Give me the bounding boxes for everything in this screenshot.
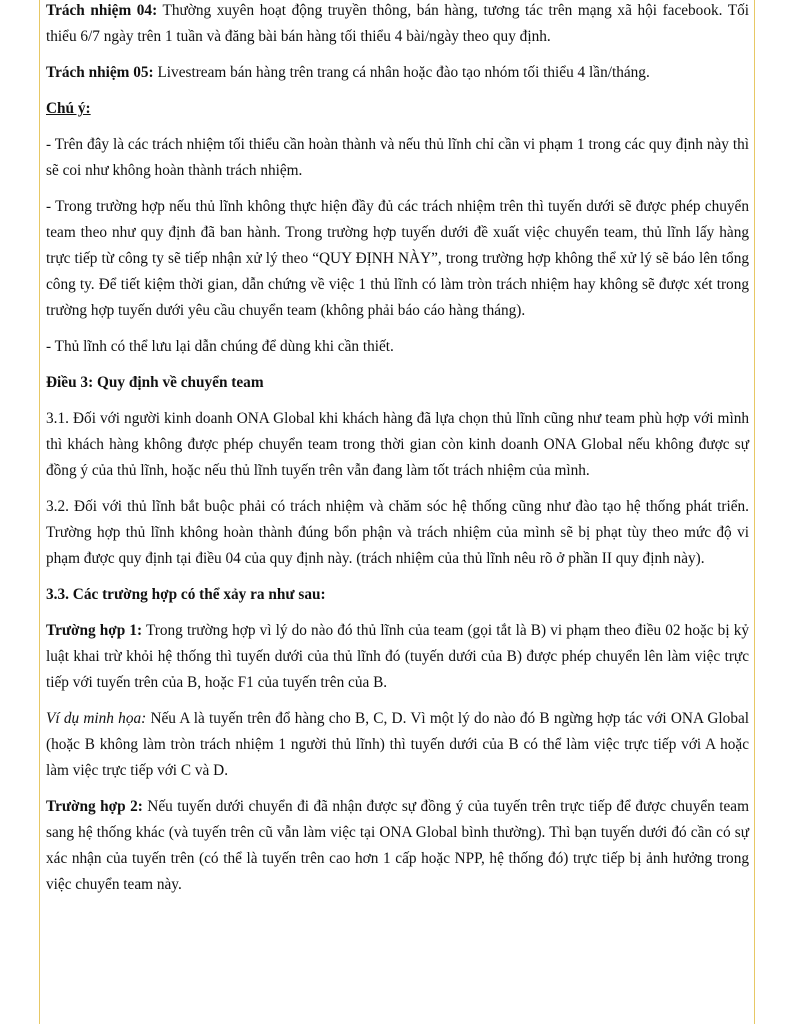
page-border-right [754, 0, 755, 1024]
example-text: Nếu A là tuyến trên đổ hàng cho B, C, D. Vì một lý do nào đó B ngừng hợp tác với ONA Global (hoặc B không làm tròn trách nhiệm 1 người thủ lĩnh) thì tuyến dưới của B có thể làm việc trực tiếp với A hoặc làm việc trực tiếp với C và D. [46, 710, 750, 779]
document-body [46, 0, 749, 908]
section-3-3-title: 3.3. Các trường hợp có thể xảy ra như sau: [46, 586, 326, 603]
responsibility-5 [46, 60, 749, 86]
case-2-text: Nếu tuyến dưới chuyển đi đã nhận được sự đồng ý của tuyến trên trực tiếp để được chuyển team sang hệ thống khác (và tuyến trên cũ vẫn làm việc tại ONA Global bình thường). Thì bạn tuyến dưới đó cần có sự xác nhận của tuyến trên (có thể là tuyến trên cao hơn 1 cấp hoặc NPP, hệ thống đó) trực tiếp bị ảnh hưởng trong việc chuyển team này. [46, 798, 749, 893]
responsibility-4-label: Trách nhiệm 04: [46, 2, 158, 19]
case-1 [46, 618, 749, 696]
note-title: Chú ý: [46, 100, 91, 117]
note-paragraph-2: - Trong trường hợp nếu thủ lĩnh không thực hiện đầy đủ các trách nhiệm trên thì tuyến dưới sẽ được phép chuyển team theo như quy định đã ban hành. Trong trường hợp tuyến dưới đề xuất việc chuyển team, thủ lĩnh lấy hàng trực tiếp từ công ty sẽ tiếp nhận xử lý theo “QUY ĐỊNH NÀY”, trong trường hợp không thể xử lý sẽ báo lên tổng công ty. Để tiết kiệm thời gian, dẫn chứng về việc 1 thủ lĩnh có làm tròn trách nhiệm hay không sẽ được xét trong trường hợp tuyến dưới yêu cầu chuyển team (không phải báo cáo hàng tháng). [46, 198, 749, 319]
page-border-left [39, 0, 40, 1024]
case-2 [46, 794, 749, 898]
responsibility-4 [46, 0, 749, 50]
article-3-title: Điều 3: Quy định về chuyển team [46, 374, 264, 391]
example [46, 706, 749, 784]
case-1-text: Trong trường hợp vì lý do nào đó thủ lĩnh của team (gọi tắt là B) vi phạm theo điều 02 hoặc bị kỷ luật khai trừ khỏi hệ thống thì tuyến dưới của thủ lĩnh đó (tuyến dưới của B) được phép chuyển lên làm việc trực tiếp với tuyến trên của B, hoặc F1 của tuyến trên của B. [46, 622, 749, 691]
responsibility-5-label: Trách nhiệm 05: [46, 64, 154, 81]
note-paragraph-1: - Trên đây là các trách nhiệm tối thiểu cần hoàn thành và nếu thủ lĩnh chỉ cần vi phạm 1 trong các quy định này thì sẽ coi như không hoàn thành trách nhiệm. [46, 136, 749, 179]
section-3-2: 3.2. Đối với thủ lĩnh bắt buộc phải có trách nhiệm và chăm sóc hệ thống cũng như đào tạo hệ thống phát triển. Trường hợp thủ lĩnh không hoàn thành đúng bổn phận và trách nhiệm của mình sẽ bị phạt tùy theo mức độ vi phạm được quy định tại điều 04 của quy định này. (trách nhiệm của thủ lĩnh nêu rõ ở phần II quy định này). [46, 498, 749, 567]
responsibility-5-text: Livestream bán hàng trên trang cá nhân hoặc đào tạo nhóm tối thiểu 4 lần/tháng. [153, 64, 650, 81]
responsibility-4-text: Thường xuyên hoạt động truyền thông, bán hàng, tương tác trên mạng xã hội facebook. Tối thiểu 6/7 ngày trên 1 tuần và đăng bài bán hàng tối thiểu 4 bài/ngày theo quy định. [46, 2, 750, 45]
example-label: Ví dụ minh họa: [46, 710, 147, 727]
section-3-1: 3.1. Đối với người kinh doanh ONA Global khi khách hàng đã lựa chọn thủ lĩnh cũng như team phù hợp với mình thì khách hàng không được phép chuyển team trong thời gian còn kinh doanh ONA Global nếu không được sự đồng ý của thủ lĩnh, hoặc nếu thủ lĩnh tuyến trên vẫn đang làm tốt trách nhiệm của mình. [46, 410, 749, 479]
note-paragraph-3: - Thủ lĩnh có thể lưu lại dẫn chúng để dùng khi cần thiết. [46, 338, 394, 355]
case-1-label: Trường hợp 1: [46, 622, 143, 639]
case-2-label: Trường hợp 2: [46, 798, 143, 815]
